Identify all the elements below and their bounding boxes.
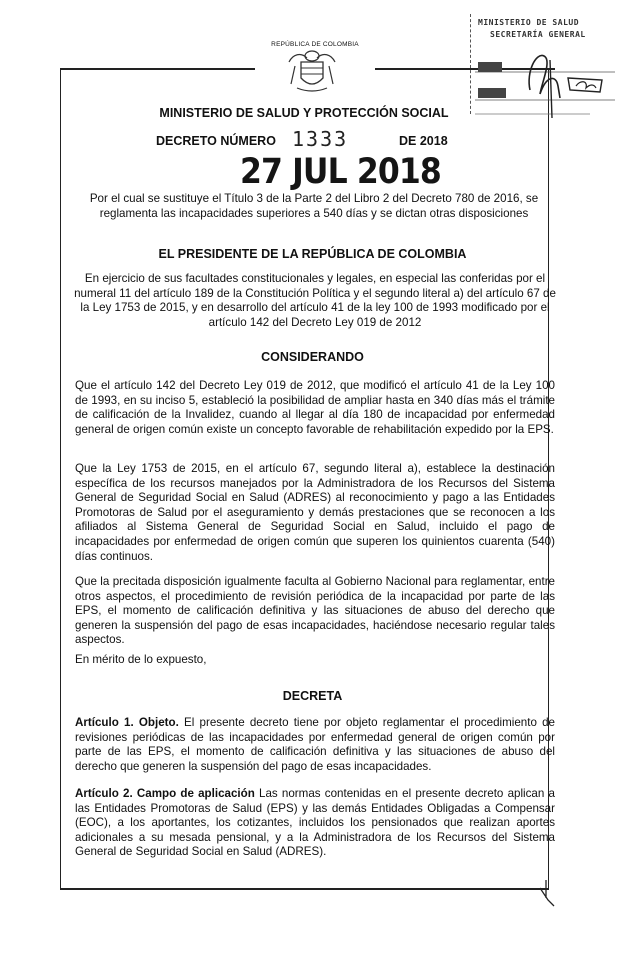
decree-number-label: DECRETO NÚMERO: [156, 134, 276, 148]
article-1-title: Artículo 1. Objeto.: [75, 716, 179, 729]
article-2: [75, 787, 555, 860]
decree-number: 1333: [292, 127, 349, 151]
president-heading: EL PRESIDENTE DE LA REPÚBLICA DE COLOMBIA: [158, 247, 467, 261]
frame-bottom-rule: [60, 888, 549, 890]
decree-year: DE 2018: [399, 134, 448, 148]
stamp-line-1: MINISTERIO DE SALUD: [478, 18, 580, 27]
considerando-paragraph-3: Que la precitada disposición igualmente faculta al Gobierno Nacional para reglamentar, entre otros aspectos, el procedimiento de revisión periódica de la incapacidad por parte de las EPS, el momento de calificación definitiva y las situaciones de abuso del derecho que generen la suspensión del pago de esas incapacidades, haciéndose necesario regular tales aspectos.: [75, 575, 555, 647]
ministry-title: MINISTERIO DE SALUD Y PROTECCIÓN SOCIAL: [159, 106, 449, 120]
considerando-paragraph-4: En mérito de lo expuesto,: [75, 653, 207, 666]
powers-paragraph: En ejercicio de sus facultades constitucionales y legales, en especial las conferidas por el numeral 11 del artículo 189 de la Constitución Política y el segundo literal a) del artículo 67 de la Ley 1753 de 2015, y en desarrollo del artículo 41 de la ley 100 de 1993 modificado por el artículo 142 del Decreto Ley 019 de 2012: [74, 272, 556, 329]
article-1-text: El presente decreto tiene por objeto reglamentar el procedimiento de revisiones periódicas de las incapacidades por enfermedad general de origen común por parte de las EPS, el momento de calificación definitiva y las situaciones de abuso del derecho que generen la suspensión del pago de esas incapacidades.: [75, 716, 556, 773]
considerando-heading: CONSIDERANDO: [261, 350, 364, 364]
header-rule-left: [60, 68, 255, 70]
frame-left-border: [60, 68, 61, 888]
article-2-title: Artículo 2. Campo de aplicación: [75, 787, 255, 800]
republic-label: REPÚBLICA DE COLOMBIA: [271, 41, 359, 48]
considerando-paragraph-1: Que el artículo 142 del Decreto Ley 019 de 2012, que modificó el artículo 41 de la Ley 100 de 1993, en su inciso 5, estableció la posibilidad de ampliar hasta en 340 días más el trámite de calificación de la Invalidez, cuando al llegar al día 180 de incapacidad por enfermedad general de origen común existe un concepto favorable de rehabilitación expedido por la EPS.: [75, 379, 555, 436]
article-1: [75, 716, 555, 774]
article-2-text: Las normas contenidas en el presente decreto aplican a las Entidades Promotoras de Salud (EPS) y las demás Entidades Obligadas a Compensar (EOC), a los aportantes, los cotizantes, incluidos los pensionados que realizan aportes adicionales a su mesada pensional, y a la Administradora de los Recursos del Sistema General de Seguridad Social en Salud (ADRES).: [75, 787, 555, 859]
coat-of-arms-icon: [283, 48, 341, 96]
page-mark-icon: [536, 878, 556, 908]
considerando-paragraph-2: Que la Ley 1753 de 2015, en el artículo 67, segundo literal a), establece la destinación específica de los recursos manejados por la Administradora de los Recursos del Sistema General de Seguridad Social en Salud (ADRES) al reconocimiento y pago a las Entidades Promotoras de Salud por el aseguramiento y demás prestaciones que se reconocen a los afiliados al Sistema General de Seguridad Social en Salud, incluido el pago de incapacidades por enfermedad de origen común que superen los quinientos cuarenta (540) días continuos.: [75, 462, 555, 563]
stamp-line-2: SECRETARÍA GENERAL: [490, 30, 586, 39]
decree-summary: Por el cual se sustituye el Título 3 de la Parte 2 del Libro 2 del Decreto 780 de 2016, se reglamenta las incapacidades superiores a 540 días y se dictan otras disposiciones: [89, 192, 539, 220]
decreta-heading: DECRETA: [282, 689, 343, 703]
decree-date-stamp: 27 JUL 2018: [240, 152, 441, 192]
